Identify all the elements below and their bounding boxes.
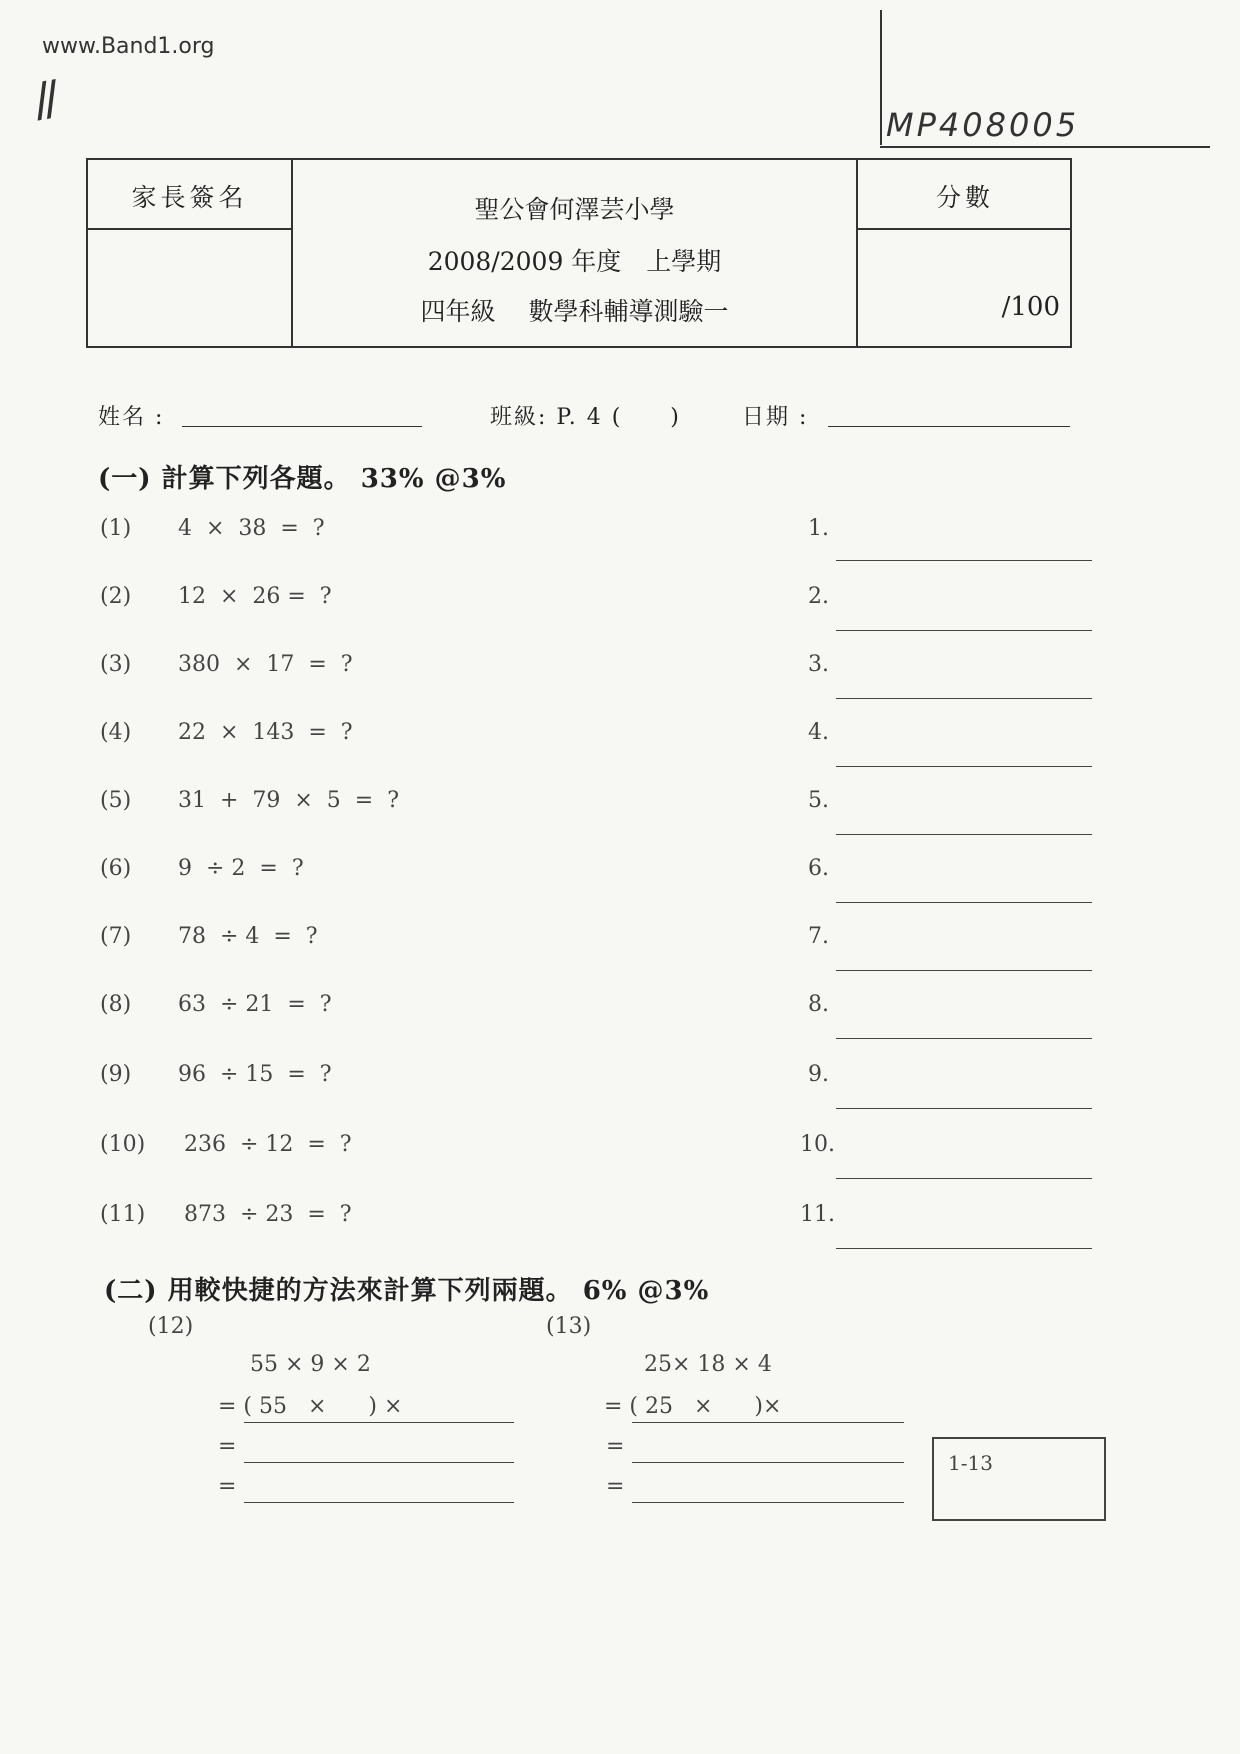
question-expression: 55 × 9 × 2 <box>250 1352 371 1377</box>
question-number: (11) <box>100 1202 146 1227</box>
answer-field[interactable] <box>836 970 1092 971</box>
answer-number: 6. <box>808 856 829 881</box>
score-label: 分數 <box>935 183 994 212</box>
question-expression: 4 × 38 = ? <box>178 516 325 541</box>
answer-field[interactable] <box>836 1178 1092 1179</box>
parent-sign-cell <box>88 160 293 346</box>
answer-number: 4. <box>808 720 829 745</box>
answer-number: 11. <box>800 1202 835 1227</box>
working-line[interactable] <box>632 1502 904 1503</box>
working-step: = ( 25 × )× <box>604 1394 782 1419</box>
name-field[interactable] <box>182 426 422 427</box>
answer-number: 3. <box>808 652 829 677</box>
score-total: /100 <box>1001 292 1060 322</box>
test-title: 四年級 數學科輔導測驗一 <box>420 297 729 326</box>
question-number: (6) <box>100 856 132 881</box>
question-number: (3) <box>100 652 132 677</box>
question-expression: 25× 18 × 4 <box>644 1352 772 1377</box>
answer-field[interactable] <box>836 1038 1092 1039</box>
answer-field[interactable] <box>836 1108 1092 1109</box>
answer-number: 1. <box>808 516 829 541</box>
school-year: 2008/2009 年度 上學期 <box>427 247 722 276</box>
working-line[interactable] <box>244 1502 514 1503</box>
working-line[interactable] <box>632 1422 904 1423</box>
document-code: MP408005 <box>886 106 1080 144</box>
parent-sign-label: 家長簽名 <box>131 183 248 212</box>
question-number: (5) <box>100 788 132 813</box>
code-frame-horizontal <box>880 146 1210 148</box>
subtotal-box[interactable] <box>932 1437 1106 1521</box>
answer-number: 8. <box>808 992 829 1017</box>
section2-title: (二) 用較快捷的方法來計算下列兩題。 6% @3% <box>104 1276 710 1306</box>
equals-sign: = <box>606 1474 625 1499</box>
question-expression: 22 × 143 = ? <box>178 720 353 745</box>
name-label: 姓名 : <box>98 405 165 430</box>
answer-field[interactable] <box>836 902 1092 903</box>
section1-title: (一) 計算下列各題。 33% @3% <box>98 464 507 494</box>
date-label: 日期 : <box>742 405 809 430</box>
answer-number: 10. <box>800 1132 835 1157</box>
question-number: (4) <box>100 720 132 745</box>
question-expression: 96 ÷ 15 = ? <box>178 1062 332 1087</box>
school-name: 聖公會何澤芸小學 <box>474 195 675 224</box>
answer-field[interactable] <box>836 560 1092 561</box>
equals-sign: = <box>606 1434 625 1459</box>
answer-number: 5. <box>808 788 829 813</box>
question-number: (10) <box>100 1132 146 1157</box>
question-number: (7) <box>100 924 132 949</box>
answer-field[interactable] <box>836 766 1092 767</box>
answer-number: 2. <box>808 584 829 609</box>
date-field[interactable] <box>828 426 1070 427</box>
answer-field[interactable] <box>836 630 1092 631</box>
website-url: www.Band1.org <box>42 34 215 59</box>
question-number: (12) <box>148 1314 194 1339</box>
margin-mark: // <box>29 70 58 128</box>
question-number: (9) <box>100 1062 132 1087</box>
equals-sign: = <box>218 1434 237 1459</box>
code-frame-vertical <box>880 10 882 145</box>
question-expression: 380 × 17 = ? <box>178 652 353 677</box>
header-table <box>86 158 1072 348</box>
question-number: (1) <box>100 516 132 541</box>
answer-field[interactable] <box>836 1248 1092 1249</box>
working-line[interactable] <box>244 1462 514 1463</box>
answer-number: 9. <box>808 1062 829 1087</box>
answer-number: 7. <box>808 924 829 949</box>
question-number: (13) <box>546 1314 592 1339</box>
answer-field[interactable] <box>836 698 1092 699</box>
answer-field[interactable] <box>836 834 1092 835</box>
question-number: (2) <box>100 584 132 609</box>
class-label: 班級: P. 4 ( ) <box>490 405 681 430</box>
question-expression: 12 × 26 = ? <box>178 584 332 609</box>
question-expression: 873 ÷ 23 = ? <box>184 1202 352 1227</box>
question-expression: 63 ÷ 21 = ? <box>178 992 332 1017</box>
question-expression: 9 ÷ 2 = ? <box>178 856 304 881</box>
question-expression: 78 ÷ 4 = ? <box>178 924 318 949</box>
question-expression: 236 ÷ 12 = ? <box>184 1132 352 1157</box>
question-number: (8) <box>100 992 132 1017</box>
working-line[interactable] <box>632 1462 904 1463</box>
equals-sign: = <box>218 1474 237 1499</box>
subtotal-label: 1-13 <box>948 1451 993 1475</box>
working-line[interactable] <box>244 1422 514 1423</box>
working-step: = ( 55 × ) × <box>218 1394 403 1419</box>
question-expression: 31 + 79 × 5 = ? <box>178 788 399 813</box>
score-cell <box>856 160 1072 346</box>
